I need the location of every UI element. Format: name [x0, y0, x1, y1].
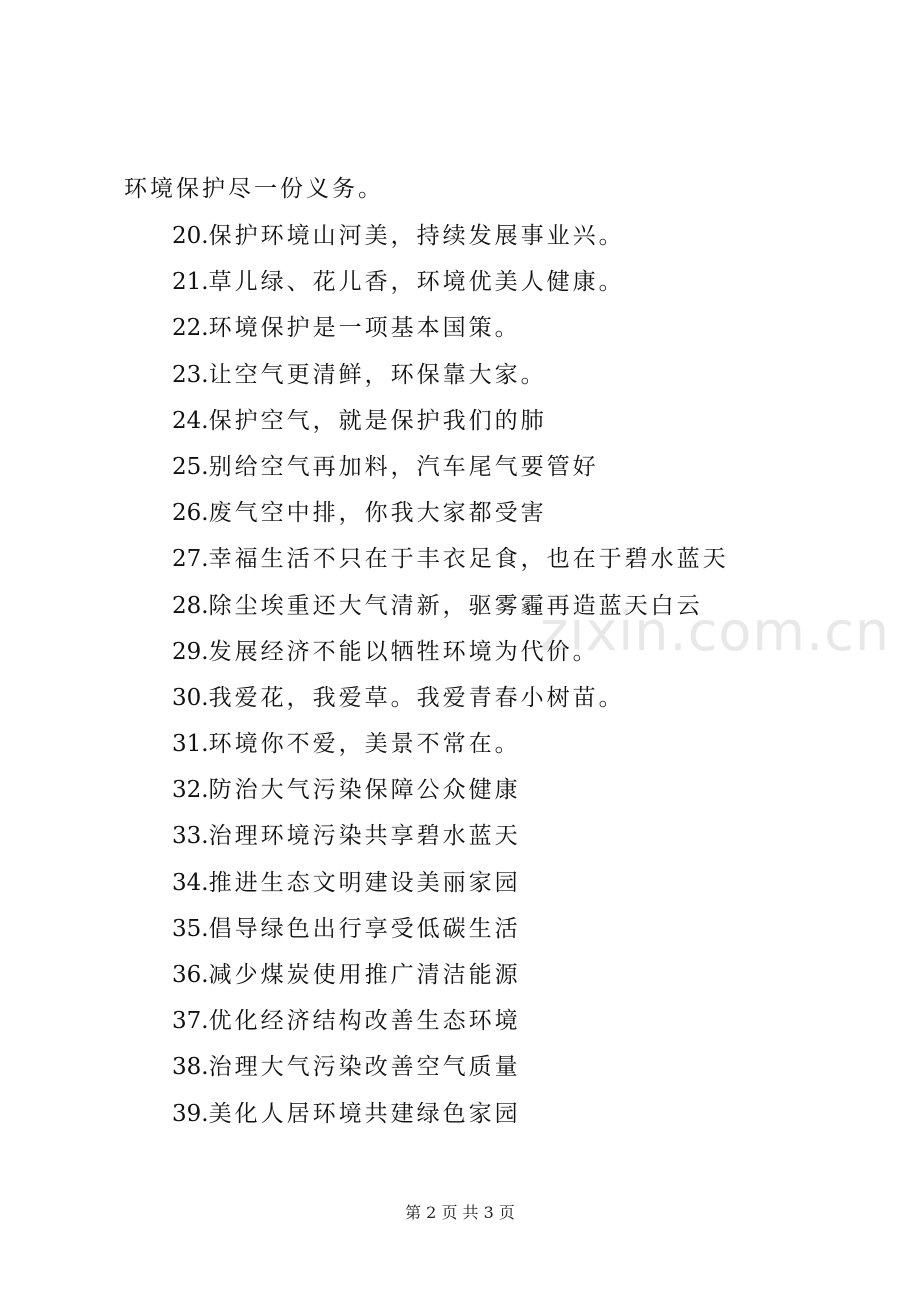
list-item [172, 219, 729, 265]
item-number: 28. [172, 592, 209, 619]
item-number: 22. [172, 315, 209, 342]
list-item [172, 1050, 729, 1096]
slogan-list [172, 219, 729, 1143]
item-text: 美化人居环境共建绿色家园 [208, 1100, 521, 1127]
item-number: 33. [172, 823, 209, 850]
item-number: 31. [172, 731, 209, 758]
item-number: 35. [172, 915, 209, 942]
item-text: 幸福生活不只在于丰衣足食，也在于碧水蓝天 [208, 546, 729, 573]
item-number: 36. [172, 962, 209, 988]
page-footer: 第 2 页 共 3 页 [405, 1203, 515, 1222]
item-text: 草儿绿、花儿香，环境优美人健康。 [208, 269, 625, 296]
item-text: 倡导绿色出行享受低碳生活 [208, 915, 521, 942]
item-text: 除尘埃重还大气清新，驱雾霾再造蓝天白云 [208, 592, 703, 619]
item-text: 保护环境山河美，持续发展事业兴。 [208, 223, 625, 249]
item-text: 环境保护是一项基本国策。 [208, 315, 521, 342]
list-item [172, 1004, 729, 1050]
list-item [172, 450, 729, 496]
item-text: 环境你不爱，美景不常在。 [208, 731, 521, 758]
item-number: 26. [172, 500, 209, 527]
item-text: 废气空中排，你我大家都受害 [208, 500, 547, 527]
item-number: 38. [172, 1054, 209, 1081]
list-item [172, 496, 729, 542]
item-number: 32. [172, 777, 209, 804]
item-number: 39. [172, 1100, 209, 1127]
list-item [172, 727, 729, 773]
item-number: 24. [172, 407, 209, 434]
item-text: 发展经济不能以牺牲环境为代价。 [208, 638, 599, 665]
item-number: 29. [172, 638, 209, 665]
item-text: 我爱花，我爱草。我爱青春小树苗。 [208, 684, 625, 711]
item-text: 优化经济结构改善生态环境 [208, 1008, 521, 1035]
list-item [172, 358, 729, 404]
item-text: 减少煤炭使用推广清洁能源 [208, 962, 521, 988]
list-item [172, 819, 729, 865]
item-number: 34. [172, 869, 209, 896]
item-text: 别给空气再加料，汽车尾气要管好 [208, 453, 599, 480]
item-number: 27. [172, 546, 209, 573]
list-item [172, 681, 729, 727]
item-number: 23. [172, 361, 209, 388]
item-number: 20. [172, 223, 209, 249]
list-item [172, 958, 729, 1004]
watermark: zixin.com.cn [540, 600, 891, 663]
item-text: 保护空气，就是保护我们的肺 [208, 407, 547, 434]
item-text: 让空气更清鲜，环保靠大家。 [208, 361, 547, 388]
item-number: 21. [172, 269, 209, 296]
item-text: 治理环境污染共享碧水蓝天 [208, 823, 521, 850]
item-number: 25. [172, 453, 209, 480]
list-item [172, 404, 729, 450]
list-item [172, 866, 729, 912]
item-text: 推进生态文明建设美丽家园 [208, 869, 521, 896]
list-item [172, 1097, 729, 1143]
list-item [172, 912, 729, 958]
list-item [172, 311, 729, 357]
item-number: 37. [172, 1008, 209, 1035]
list-item [172, 773, 729, 819]
list-item [172, 265, 729, 311]
item-text: 防治大气污染保障公众健康 [208, 777, 521, 804]
item-text: 治理大气污染改善空气质量 [208, 1054, 521, 1081]
item-number: 30. [172, 684, 209, 711]
list-item [172, 542, 729, 588]
continuation-line: 环境保护尽一份义务。 [124, 176, 384, 202]
